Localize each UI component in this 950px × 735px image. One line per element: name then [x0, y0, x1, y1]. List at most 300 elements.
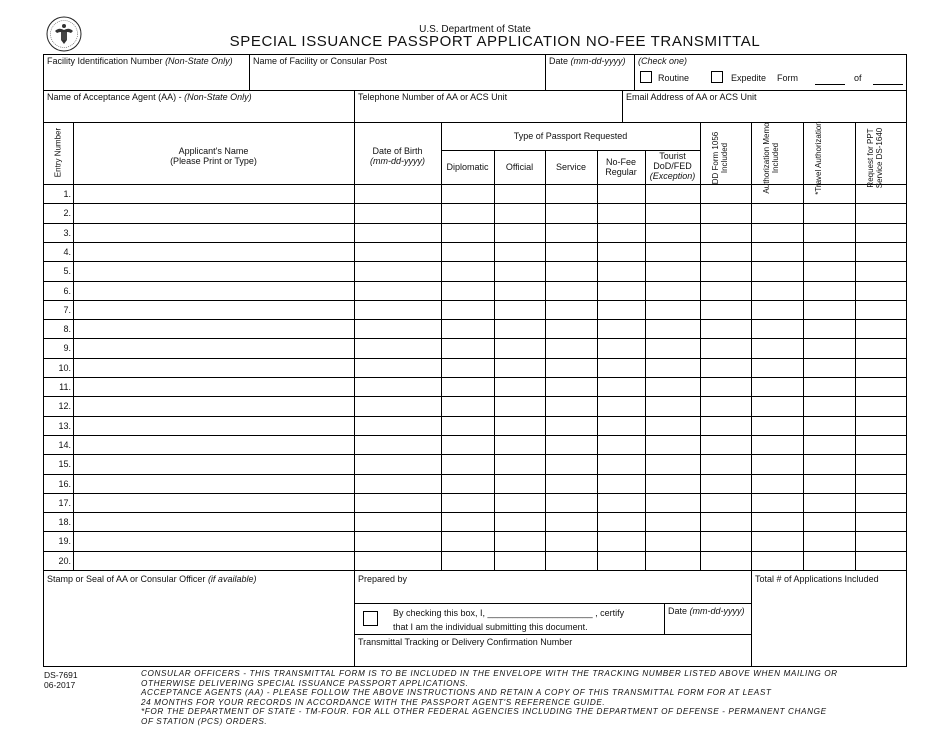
applicant-name-cell[interactable] — [73, 435, 354, 454]
ppt-service-cell[interactable] — [855, 319, 907, 338]
dob-cell[interactable] — [354, 358, 441, 377]
ppt-service-cell[interactable] — [855, 223, 907, 242]
form-date: 06-2017 — [44, 680, 76, 690]
service-cell[interactable] — [545, 261, 597, 280]
note-line: *FOR THE DEPARTMENT OF STATE - TM-FOUR. FOR ALL OTHER FEDERAL AGENCIES INCLUDING THE DEPARTMENT OF DEFENSE - PERMANENT CHANGE — [141, 707, 827, 717]
ppt-service-cell[interactable] — [855, 474, 907, 493]
no-fee-regular-cell[interactable] — [597, 203, 645, 222]
service-cell[interactable] — [545, 512, 597, 531]
dd-form-cell[interactable] — [700, 435, 751, 454]
service-cell[interactable] — [545, 551, 597, 570]
ppt-service-cell[interactable] — [855, 338, 907, 357]
dob-cell[interactable] — [354, 531, 441, 550]
row-divider — [43, 203, 907, 204]
auth-memo-cell[interactable] — [751, 281, 803, 300]
travel-auth-cell[interactable] — [803, 377, 855, 396]
divider — [43, 570, 907, 571]
official-cell[interactable] — [494, 396, 545, 415]
ppt-service-cell[interactable] — [855, 281, 907, 300]
applicant-name-cell[interactable] — [73, 223, 354, 242]
diplomatic-cell[interactable] — [441, 319, 494, 338]
tourist-cell[interactable] — [645, 242, 700, 261]
no-fee-regular-cell[interactable] — [597, 416, 645, 435]
travel-auth-cell[interactable] — [803, 493, 855, 512]
tourist-cell[interactable] — [645, 319, 700, 338]
tourist-cell[interactable] — [645, 300, 700, 319]
ppt-service-cell[interactable] — [855, 377, 907, 396]
divider — [354, 570, 355, 667]
divider — [545, 54, 546, 90]
dob-cell[interactable] — [354, 435, 441, 454]
ppt-service-cell[interactable] — [855, 203, 907, 222]
diplomatic-cell[interactable] — [441, 493, 494, 512]
travel-auth-cell[interactable] — [803, 435, 855, 454]
note-line: OTHERWISE DELIVERING SPECIAL ISSUANCE PASSPORT APPLICATIONS. — [141, 678, 469, 688]
ppt-service-cell[interactable] — [855, 242, 907, 261]
dob-cell[interactable] — [354, 261, 441, 280]
applicant-name-cell[interactable] — [73, 300, 354, 319]
dd-form-cell[interactable] — [700, 454, 751, 473]
dd-form-cell[interactable] — [700, 493, 751, 512]
dd-form-cell[interactable] — [700, 396, 751, 415]
note-line: 24 MONTHS FOR YOUR RECORDS IN ACCORDANCE WITH THE PASSPORT AGENT'S REFERENCE GUIDE. — [141, 697, 606, 707]
travel-auth-cell[interactable] — [803, 551, 855, 570]
travel-auth-cell[interactable] — [803, 474, 855, 493]
auth-memo-cell[interactable] — [751, 474, 803, 493]
row-divider — [43, 396, 907, 397]
expedite-checkbox[interactable] — [711, 71, 723, 83]
tourist-cell[interactable] — [645, 223, 700, 242]
entry-number: 5. — [63, 266, 71, 277]
form-label: Form — [777, 73, 798, 83]
divider — [354, 90, 355, 122]
dd-form-cell[interactable] — [700, 512, 751, 531]
note-line: OF STATION (PCS) ORDERS. — [141, 716, 268, 726]
auth-memo-cell[interactable] — [751, 338, 803, 357]
service-cell[interactable] — [545, 223, 597, 242]
dd-form-cell[interactable] — [700, 203, 751, 222]
no-fee-regular-cell[interactable] — [597, 512, 645, 531]
tourist-cell[interactable] — [645, 338, 700, 357]
diplomatic-cell[interactable] — [441, 261, 494, 280]
official-cell[interactable] — [494, 281, 545, 300]
applicant-name-cell[interactable] — [73, 416, 354, 435]
dob-cell[interactable] — [354, 416, 441, 435]
entry-number-header: Entry Number — [53, 127, 63, 178]
note-line: ACCEPTANCE AGENTS (AA) - PLEASE FOLLOW THE ABOVE INSTRUCTIONS AND RETAIN A COPY OF THIS TRANSMITTAL FORM FOR AT LEAST — [141, 688, 772, 698]
auth-memo-cell[interactable] — [751, 223, 803, 242]
dob-cell[interactable] — [354, 184, 441, 203]
tourist-header: Tourist DoD/FED (Exception) — [649, 151, 696, 181]
dd-form-header: DD Form 1056 Included — [711, 131, 729, 185]
ppt-service-header: Request for PPT Service DS-1640 — [866, 127, 884, 189]
dd-form-cell[interactable] — [700, 281, 751, 300]
official-cell[interactable] — [494, 338, 545, 357]
applicant-name-cell[interactable] — [73, 474, 354, 493]
auth-memo-cell[interactable] — [751, 242, 803, 261]
dd-form-cell[interactable] — [700, 242, 751, 261]
row-divider — [43, 281, 907, 282]
tourist-cell[interactable] — [645, 474, 700, 493]
diplomatic-cell[interactable] — [441, 551, 494, 570]
form-title: SPECIAL ISSUANCE PASSPORT APPLICATION NO-FEE TRANSMITTAL — [229, 33, 761, 50]
applicant-name-cell[interactable] — [73, 184, 354, 203]
applicant-name-cell[interactable] — [73, 319, 354, 338]
entry-number: 16. — [58, 478, 71, 489]
ppt-service-cell[interactable] — [855, 396, 907, 415]
travel-auth-cell[interactable] — [803, 281, 855, 300]
applicant-name-cell[interactable] — [73, 493, 354, 512]
tourist-cell[interactable] — [645, 454, 700, 473]
auth-memo-cell[interactable] — [751, 358, 803, 377]
no-fee-regular-cell[interactable] — [597, 300, 645, 319]
no-fee-regular-cell[interactable] — [597, 338, 645, 357]
dd-form-cell[interactable] — [700, 223, 751, 242]
diplomatic-cell[interactable] — [441, 377, 494, 396]
tourist-cell[interactable] — [645, 396, 700, 415]
telephone-label: Telephone Number of AA or ACS Unit — [358, 92, 508, 102]
official-cell[interactable] — [494, 203, 545, 222]
auth-memo-cell[interactable] — [751, 396, 803, 415]
travel-auth-cell[interactable] — [803, 396, 855, 415]
service-cell[interactable] — [545, 377, 597, 396]
row-divider — [43, 300, 907, 301]
ppt-service-cell[interactable] — [855, 454, 907, 473]
no-fee-regular-cell[interactable] — [597, 435, 645, 454]
official-cell[interactable] — [494, 223, 545, 242]
service-cell[interactable] — [545, 396, 597, 415]
dd-form-cell[interactable] — [700, 551, 751, 570]
diplomatic-cell[interactable] — [441, 474, 494, 493]
diplomatic-cell[interactable] — [441, 338, 494, 357]
tourist-cell[interactable] — [645, 416, 700, 435]
travel-auth-cell[interactable] — [803, 300, 855, 319]
diplomatic-cell[interactable] — [441, 358, 494, 377]
dd-form-cell[interactable] — [700, 377, 751, 396]
official-cell[interactable] — [494, 512, 545, 531]
certify-line-2: that I am the individual submitting this document. — [393, 622, 588, 632]
ppt-service-cell[interactable] — [855, 493, 907, 512]
travel-auth-cell[interactable] — [803, 242, 855, 261]
auth-memo-cell[interactable] — [751, 416, 803, 435]
auth-memo-cell[interactable] — [751, 261, 803, 280]
row-divider — [43, 454, 907, 455]
row-divider — [43, 223, 907, 224]
official-cell[interactable] — [494, 435, 545, 454]
applicant-name-cell[interactable] — [73, 512, 354, 531]
facility-id-label: Facility Identification Number (Non-State Only) — [47, 56, 233, 66]
applicant-name-cell[interactable] — [73, 281, 354, 300]
entry-number: 6. — [63, 285, 71, 296]
entry-number: 12. — [58, 401, 71, 412]
certify-date-label: Date (mm-dd-yyyy) — [668, 606, 745, 616]
entry-number: 2. — [63, 208, 71, 219]
dd-form-cell[interactable] — [700, 184, 751, 203]
tourist-cell[interactable] — [645, 551, 700, 570]
divider — [634, 54, 635, 90]
entry-number: 8. — [63, 324, 71, 335]
dob-cell[interactable] — [354, 454, 441, 473]
row-divider — [43, 242, 907, 243]
entry-number: 15. — [58, 459, 71, 470]
dob-cell[interactable] — [354, 377, 441, 396]
ppt-service-cell[interactable] — [855, 512, 907, 531]
service-cell[interactable] — [545, 281, 597, 300]
row-divider — [43, 261, 907, 262]
travel-auth-cell[interactable] — [803, 203, 855, 222]
official-cell[interactable] — [494, 242, 545, 261]
of-label: of — [854, 73, 862, 83]
dd-form-cell[interactable] — [700, 338, 751, 357]
diplomatic-cell[interactable] — [441, 281, 494, 300]
entry-number: 9. — [63, 343, 71, 354]
dob-cell[interactable] — [354, 223, 441, 242]
service-cell[interactable] — [545, 416, 597, 435]
dob-cell[interactable] — [354, 300, 441, 319]
divider — [354, 603, 751, 604]
row-divider — [43, 319, 907, 320]
ppt-service-cell[interactable] — [855, 184, 907, 203]
no-fee-regular-cell[interactable] — [597, 493, 645, 512]
ppt-service-cell[interactable] — [855, 531, 907, 550]
no-fee-regular-cell[interactable] — [597, 454, 645, 473]
no-fee-regular-cell[interactable] — [597, 396, 645, 415]
travel-auth-cell[interactable] — [803, 416, 855, 435]
dob-header: Date of Birth (mm-dd-yyyy) — [370, 146, 425, 166]
entry-number: 4. — [63, 246, 71, 257]
official-cell[interactable] — [494, 531, 545, 550]
dd-form-cell[interactable] — [700, 319, 751, 338]
form-number: DS-7691 — [44, 670, 78, 680]
entry-number: 19. — [58, 536, 71, 547]
auth-memo-cell[interactable] — [751, 377, 803, 396]
travel-auth-cell[interactable] — [803, 319, 855, 338]
divider — [249, 54, 250, 90]
auth-memo-cell[interactable] — [751, 300, 803, 319]
divider — [664, 603, 665, 634]
auth-memo-cell[interactable] — [751, 493, 803, 512]
diplomatic-cell[interactable] — [441, 203, 494, 222]
official-cell[interactable] — [494, 416, 545, 435]
service-cell[interactable] — [545, 242, 597, 261]
applicant-name-cell[interactable] — [73, 531, 354, 550]
auth-memo-cell[interactable] — [751, 203, 803, 222]
email-label: Email Address of AA or ACS Unit — [626, 92, 757, 102]
dd-form-cell[interactable] — [700, 416, 751, 435]
applicant-name-cell[interactable] — [73, 358, 354, 377]
dob-cell[interactable] — [354, 551, 441, 570]
no-fee-regular-cell[interactable] — [597, 223, 645, 242]
diplomatic-cell[interactable] — [441, 512, 494, 531]
no-fee-regular-cell[interactable] — [597, 474, 645, 493]
service-cell[interactable] — [545, 300, 597, 319]
diplomatic-cell[interactable] — [441, 531, 494, 550]
tourist-cell[interactable] — [645, 358, 700, 377]
no-fee-regular-cell[interactable] — [597, 358, 645, 377]
service-cell[interactable] — [545, 531, 597, 550]
diplomatic-cell[interactable] — [441, 435, 494, 454]
travel-auth-cell[interactable] — [803, 454, 855, 473]
applicant-name-cell[interactable] — [73, 454, 354, 473]
ppt-service-cell[interactable] — [855, 261, 907, 280]
diplomatic-cell[interactable] — [441, 184, 494, 203]
entry-number: 10. — [58, 362, 71, 373]
entry-number: 13. — [58, 420, 71, 431]
official-header: Official — [505, 162, 534, 172]
tracking-number-label: Transmittal Tracking or Delivery Confirmation Number — [358, 637, 573, 647]
entry-number: 1. — [63, 189, 71, 199]
diplomatic-cell[interactable] — [441, 223, 494, 242]
dob-cell[interactable] — [354, 493, 441, 512]
auth-memo-cell[interactable] — [751, 184, 803, 203]
diplomatic-cell[interactable] — [441, 396, 494, 415]
entry-number: 11. — [59, 382, 71, 392]
travel-auth-cell[interactable] — [803, 531, 855, 550]
no-fee-regular-cell[interactable] — [597, 281, 645, 300]
official-cell[interactable] — [494, 358, 545, 377]
service-cell[interactable] — [545, 338, 597, 357]
row-divider — [43, 377, 907, 378]
official-cell[interactable] — [494, 319, 545, 338]
entry-number: 18. — [58, 517, 71, 528]
applicant-name-cell[interactable] — [73, 377, 354, 396]
auth-memo-cell[interactable] — [751, 531, 803, 550]
dd-form-cell[interactable] — [700, 474, 751, 493]
applicant-name-cell[interactable] — [73, 261, 354, 280]
service-cell[interactable] — [545, 319, 597, 338]
no-fee-regular-cell[interactable] — [597, 319, 645, 338]
tourist-cell[interactable] — [645, 261, 700, 280]
entry-number: 14. — [58, 439, 71, 450]
ppt-service-cell[interactable] — [855, 300, 907, 319]
service-cell[interactable] — [545, 184, 597, 203]
type-group-header: Type of Passport Requested — [513, 131, 628, 141]
auth-memo-cell[interactable] — [751, 319, 803, 338]
tourist-cell[interactable] — [645, 512, 700, 531]
official-cell[interactable] — [494, 300, 545, 319]
dob-cell[interactable] — [354, 242, 441, 261]
diplomatic-cell[interactable] — [441, 454, 494, 473]
diplomatic-cell[interactable] — [441, 300, 494, 319]
ppt-service-cell[interactable] — [855, 435, 907, 454]
service-cell[interactable] — [545, 203, 597, 222]
travel-auth-cell[interactable] — [803, 261, 855, 280]
auth-memo-cell[interactable] — [751, 454, 803, 473]
applicant-name-cell[interactable] — [73, 242, 354, 261]
dob-cell[interactable] — [354, 396, 441, 415]
travel-auth-cell[interactable] — [803, 358, 855, 377]
official-cell[interactable] — [494, 377, 545, 396]
no-fee-regular-cell[interactable] — [597, 261, 645, 280]
ppt-service-cell[interactable] — [855, 551, 907, 570]
dob-cell[interactable] — [354, 338, 441, 357]
total-applications-label: Total # of Applications Included — [755, 574, 879, 584]
no-fee-regular-cell[interactable] — [597, 184, 645, 203]
stamp-label: Stamp or Seal of AA or Consular Officer (if available) — [47, 574, 257, 584]
dob-cell[interactable] — [354, 512, 441, 531]
dd-form-cell[interactable] — [700, 300, 751, 319]
travel-auth-cell[interactable] — [803, 338, 855, 357]
footer-notes — [141, 669, 911, 727]
row-divider — [43, 338, 907, 339]
auth-memo-cell[interactable] — [751, 435, 803, 454]
expedite-label: Expedite — [731, 73, 767, 83]
form-total-field[interactable] — [873, 84, 903, 85]
applicant-name-cell[interactable] — [73, 203, 354, 222]
agent-name-label: Name of Acceptance Agent (AA) - (Non-State Only) — [47, 92, 252, 102]
service-cell[interactable] — [545, 474, 597, 493]
official-cell[interactable] — [494, 493, 545, 512]
department-name: U.S. Department of State — [419, 24, 531, 35]
row-divider — [43, 358, 907, 359]
row-divider — [43, 551, 907, 552]
tourist-cell[interactable] — [645, 203, 700, 222]
travel-auth-cell[interactable] — [803, 184, 855, 203]
tourist-cell[interactable] — [645, 281, 700, 300]
note-line: CONSULAR OFFICERS - THIS TRANSMITTAL FORM IS TO BE INCLUDED IN THE ENVELOPE WITH THE TRACKING NUMBER LISTED ABOVE WHEN MAILING OR — [141, 669, 838, 678]
routine-checkbox[interactable] — [640, 71, 652, 83]
applicant-name-cell[interactable] — [73, 396, 354, 415]
row-divider — [43, 474, 907, 475]
tourist-cell[interactable] — [645, 435, 700, 454]
auth-memo-cell[interactable] — [751, 551, 803, 570]
official-cell[interactable] — [494, 474, 545, 493]
certify-checkbox[interactable] — [363, 611, 378, 626]
official-cell[interactable] — [494, 261, 545, 280]
entry-number: 20. — [58, 555, 71, 566]
diplomatic-cell[interactable] — [441, 242, 494, 261]
travel-auth-cell[interactable] — [803, 223, 855, 242]
tourist-cell[interactable] — [645, 531, 700, 550]
service-cell[interactable] — [545, 493, 597, 512]
service-header: Service — [555, 162, 586, 172]
ppt-service-cell[interactable] — [855, 358, 907, 377]
certify-line-1: By checking this box, I, _____________________ , certify — [393, 608, 625, 618]
ppt-service-cell[interactable] — [855, 416, 907, 435]
row-divider — [43, 493, 907, 494]
no-fee-regular-cell[interactable] — [597, 242, 645, 261]
official-cell[interactable] — [494, 184, 545, 203]
no-fee-regular-cell[interactable] — [597, 377, 645, 396]
travel-auth-cell[interactable] — [803, 512, 855, 531]
applicant-name-header: Applicant's Name (Please Print or Type) — [170, 146, 257, 166]
dd-form-cell[interactable] — [700, 261, 751, 280]
applicant-name-cell[interactable] — [73, 338, 354, 357]
service-cell[interactable] — [545, 358, 597, 377]
tourist-cell[interactable] — [645, 184, 700, 203]
applicant-name-cell[interactable] — [73, 551, 354, 570]
service-cell[interactable] — [545, 435, 597, 454]
dob-cell[interactable] — [354, 474, 441, 493]
service-cell[interactable] — [545, 454, 597, 473]
no-fee-regular-cell[interactable] — [597, 531, 645, 550]
tourist-cell[interactable] — [645, 493, 700, 512]
dd-form-cell[interactable] — [700, 531, 751, 550]
diplomatic-cell[interactable] — [441, 416, 494, 435]
entry-number: 7. — [63, 304, 71, 315]
form-number-field[interactable] — [815, 84, 845, 85]
tourist-cell[interactable] — [645, 377, 700, 396]
diplomatic-header: Diplomatic — [446, 162, 489, 172]
auth-memo-cell[interactable] — [751, 512, 803, 531]
dd-form-cell[interactable] — [700, 358, 751, 377]
no-fee-regular-cell[interactable] — [597, 551, 645, 570]
dob-cell[interactable] — [354, 319, 441, 338]
official-cell[interactable] — [494, 454, 545, 473]
dob-cell[interactable] — [354, 281, 441, 300]
dob-cell[interactable] — [354, 203, 441, 222]
official-cell[interactable] — [494, 551, 545, 570]
